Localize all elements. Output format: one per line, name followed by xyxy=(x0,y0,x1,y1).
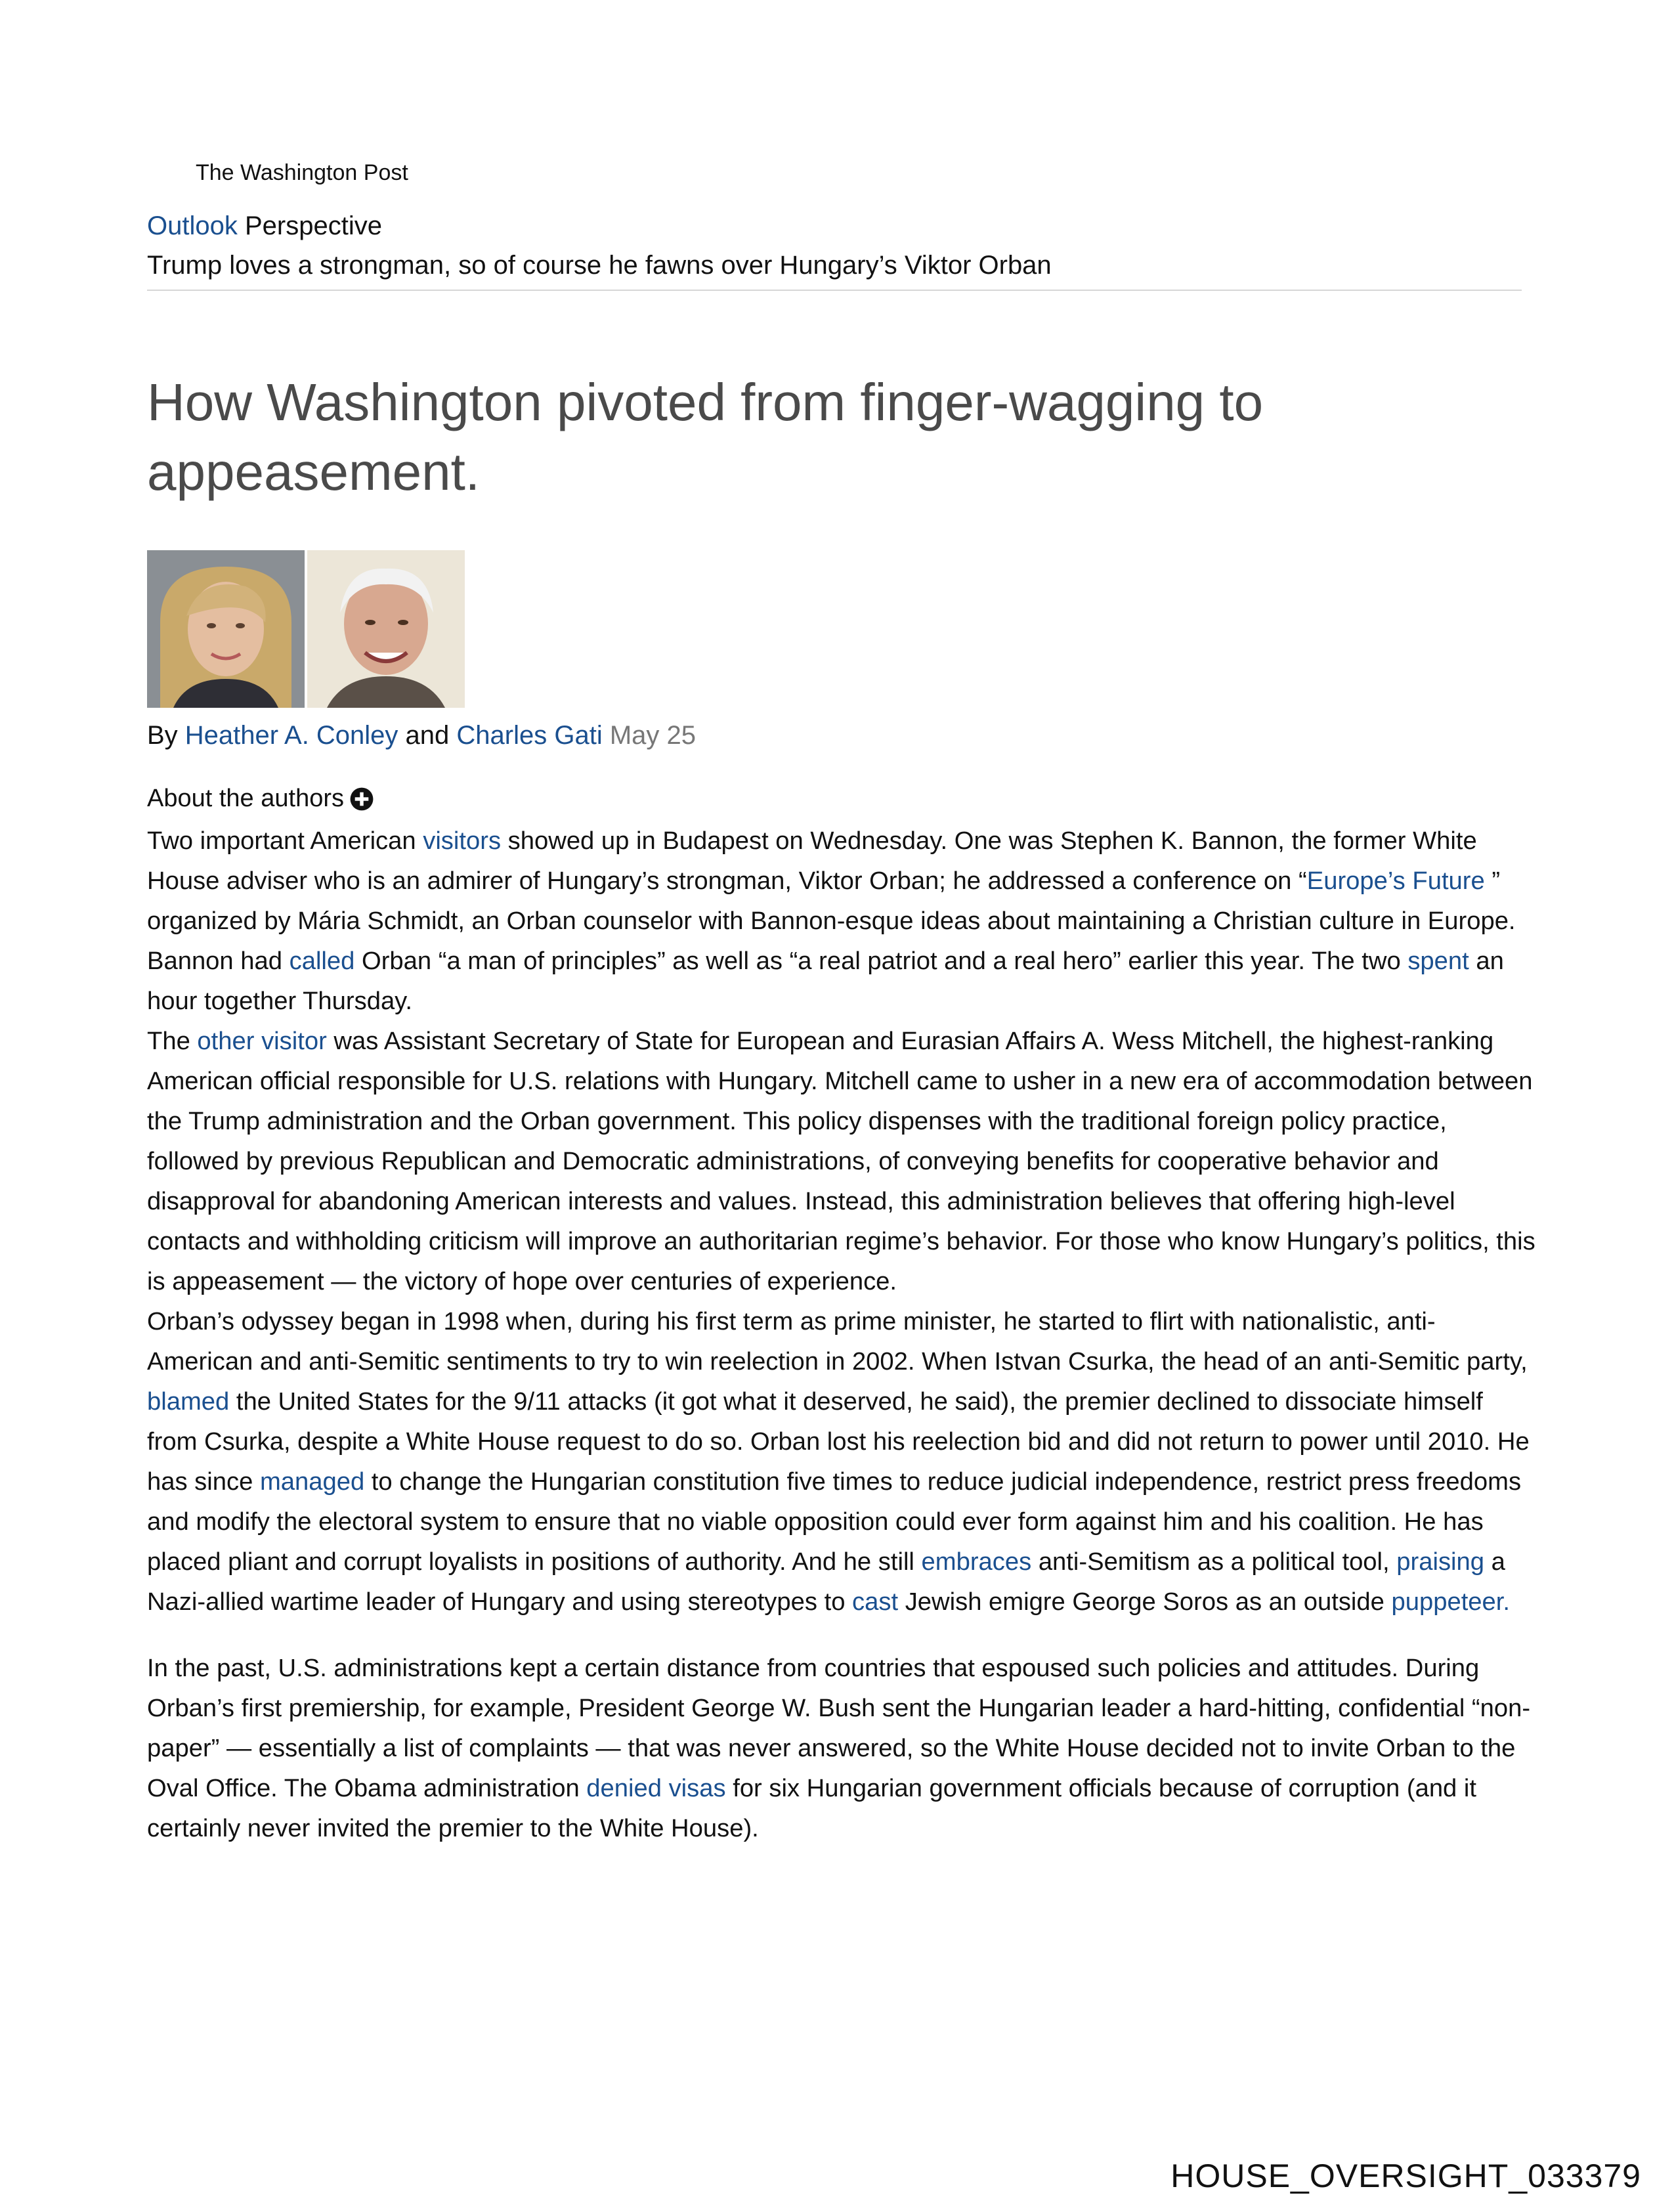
text-run: ” organized by Mária Schmidt, an Orban counselor with Bannon-esque ideas about maintaining a Christian culture in Europe. Bannon had xyxy=(147,867,1516,975)
text-run: The xyxy=(147,1027,198,1055)
paragraph-4 xyxy=(147,1648,1539,1848)
author-link-conley[interactable]: Heather A. Conley xyxy=(184,721,398,750)
header-divider xyxy=(147,290,1522,291)
text-run: anti-Semitism as a political tool, xyxy=(1031,1548,1397,1576)
link-europes-future[interactable]: Europe’s Future xyxy=(1306,867,1485,895)
about-authors-label: About the authors xyxy=(147,785,344,812)
link-visitors[interactable]: visitors xyxy=(423,827,502,855)
link-spent[interactable]: spent xyxy=(1407,947,1469,975)
headline-line-2: appeasement. xyxy=(147,443,481,501)
kicker-label: Perspective xyxy=(244,211,382,240)
related-article-link[interactable]: Trump loves a strongman, so of course he fawns over Hungary’s Viktor Orban xyxy=(147,251,1052,280)
text-run: Orban’s odyssey began in 1998 when, during his first term as prime minister, he started to flirt with nationalistic, anti-American and anti-Semitic sentiments to try to win reelection in 2002. When Istvan Csurka, the head of an anti-Semitic party, xyxy=(147,1307,1528,1376)
link-blamed[interactable]: blamed xyxy=(147,1387,230,1416)
text-run: was Assistant Secretary of State for European and Eurasian Affairs A. Wess Mitchell, the highest-ranking American official responsible for U.S. relations with Hungary. Mitchell came to usher in a new era of accommodation between the Trump administration and the Orban government. This policy dispenses with the traditional foreign policy practice, followed by previous Republican and Democratic administrations, of conveying benefits for cooperative behavior and disapproval for abandoning American interests and values. Instead, this administration believes that offering high-level contacts and withholding criticism will improve an authoritarian regime’s behavior. For those who know Hungary’s politics, this is appeasement — the victory of hope over centuries of experience. xyxy=(147,1027,1535,1295)
text-run: Jewish emigre George Soros as an outside xyxy=(898,1588,1392,1616)
text-run: In the past, U.S. administrations kept a certain distance from countries that espoused such policies and attitudes. During Orban’s first premiership, for example, President George W. Bush sent the Hungarian leader a hard-hitting, confidential “non-paper” — essentially a list of complaints — that was never answered, so the White House decided not to invite Orban to the Oval Office. The Obama administration xyxy=(147,1654,1531,1802)
text-run: the United States for the 9/11 attacks (it got what it deserved, he said), the premier declined to dissociate himself from Csurka, despite a White House request to do so. Orban lost his reelection bid and did not return to power until 2010. He has since xyxy=(147,1387,1530,1496)
link-denied-visas[interactable]: denied visas xyxy=(586,1774,726,1802)
text-run: Two important American xyxy=(147,827,423,855)
author-photos xyxy=(147,550,465,708)
link-managed[interactable]: managed xyxy=(259,1467,365,1496)
link-other-visitor[interactable]: other visitor xyxy=(197,1027,327,1055)
author-photo-gati xyxy=(307,550,465,708)
byline-prefix: By xyxy=(147,721,185,750)
paragraph-1 xyxy=(147,821,1539,1021)
document-id: HOUSE_OVERSIGHT_033379 xyxy=(1170,2158,1641,2194)
section-link-outlook[interactable]: Outlook xyxy=(147,211,238,240)
publish-date: May 25 xyxy=(602,721,697,750)
paragraph-2 xyxy=(147,1021,1539,1301)
link-praising[interactable]: praising xyxy=(1396,1548,1484,1576)
text-run: to change the Hungarian constitution five times to reduce judicial independence, restrict press freedoms and modify the electoral system to ensure that no viable opposition could ever form against him and his coalition. He has placed pliant and corrupt loyalists in positions of authority. And he still xyxy=(147,1467,1522,1576)
author-link-gati[interactable]: Charles Gati xyxy=(456,721,603,750)
author-photo-conley xyxy=(147,550,305,708)
link-embraces[interactable]: embraces xyxy=(921,1548,1032,1576)
link-called[interactable]: called xyxy=(289,947,355,975)
link-puppeteer[interactable]: puppeteer. xyxy=(1391,1588,1510,1616)
byline-conjunction: and xyxy=(398,721,457,750)
paragraph-3 xyxy=(147,1301,1539,1622)
text-run: for six Hungarian government officials because of corruption (and it certainly never invited the premier to the White House). xyxy=(147,1774,1476,1842)
kicker xyxy=(147,211,382,241)
text-run: an hour together Thursday. xyxy=(147,947,1504,1015)
masthead: The Washington Post xyxy=(196,160,408,185)
about-authors-toggle[interactable] xyxy=(147,785,374,813)
text-run: a Nazi-allied wartime leader of Hungary and using stereotypes to xyxy=(147,1548,1505,1616)
article-headline xyxy=(147,368,1394,507)
headline-line-1: How Washington pivoted from finger-wagging to xyxy=(147,373,1264,431)
text-run: Orban “a man of principles” as well as “a real patriot and a real hero” earlier this year. The two xyxy=(354,947,1408,975)
byline xyxy=(147,721,696,750)
article-body xyxy=(147,821,1539,1848)
link-cast[interactable]: cast xyxy=(852,1588,899,1616)
text-run: showed up in Budapest on Wednesday. One was Stephen K. Bannon, the former White House adviser who is an admirer of Hungary’s strongman, Viktor Orban; he addressed a conference on “ xyxy=(147,827,1477,895)
plus-circle-icon[interactable] xyxy=(349,787,374,812)
